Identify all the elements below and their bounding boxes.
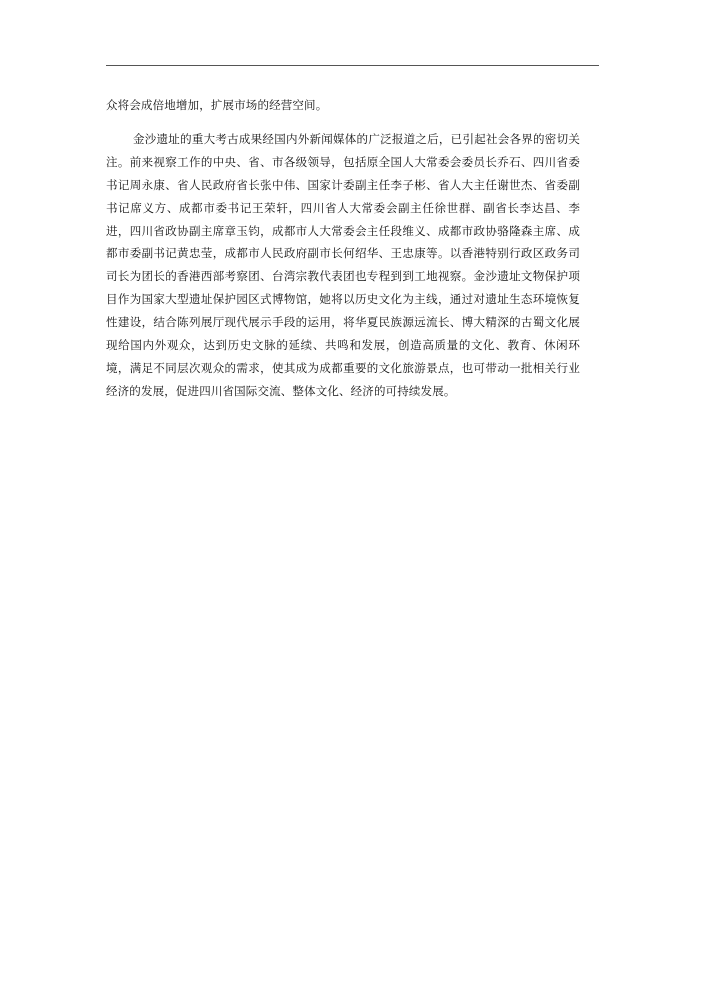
- paragraph-continuation: 众将会成倍地增加，扩展市场的经营空间。: [106, 98, 328, 112]
- header-rule: [106, 65, 599, 66]
- paragraph-jinsha-attention: 金沙遗址的重大考古成果经国内外新闻媒体的广泛报道之后，已引起社会各界的密切关注。前来视察工作的中央、省、市各级领导，包括原全国人大常委会委员长乔石、四川省委书记周永康、省人民政府省长张中伟、国家计委副主任李子彬、省人大主任谢世杰、省委副书记席义方、成都市委书记王荣轩，四川省人大常委会副主任徐世群、副省长李达昌、李进，四川省政协副主席章玉钧，成都市人大常委会主任段维义、成都市政协骆隆森主席、成都市委副书记黄忠莹，成都市人民政府副市长何绍华、王忠康等。以香港特别行政区政务司司长为团长的香港西部考察团、台湾宗教代表团也专程到到工地视察。金沙遗址文物保护项目作为国家大型遗址保护园区式博物馆，她将以历史文化为主线，通过对遗址生态环境恢复性建设，结合陈列展厅现代展示手段的运用，将华夏民族源远流长、博大精深的古蜀文化展现给国内外观众，达到历史文脉的延续、共鸣和发展，创造高质量的文化、教育、休闲环境，满足不同层次观众的需求，使其成为成都重要的文化旅游景点，也可带动一批相关行业经济的发展，促进四川省国际交流、整体文化、经济的可持续发展。: [106, 131, 580, 398]
- document-body: [106, 94, 580, 403]
